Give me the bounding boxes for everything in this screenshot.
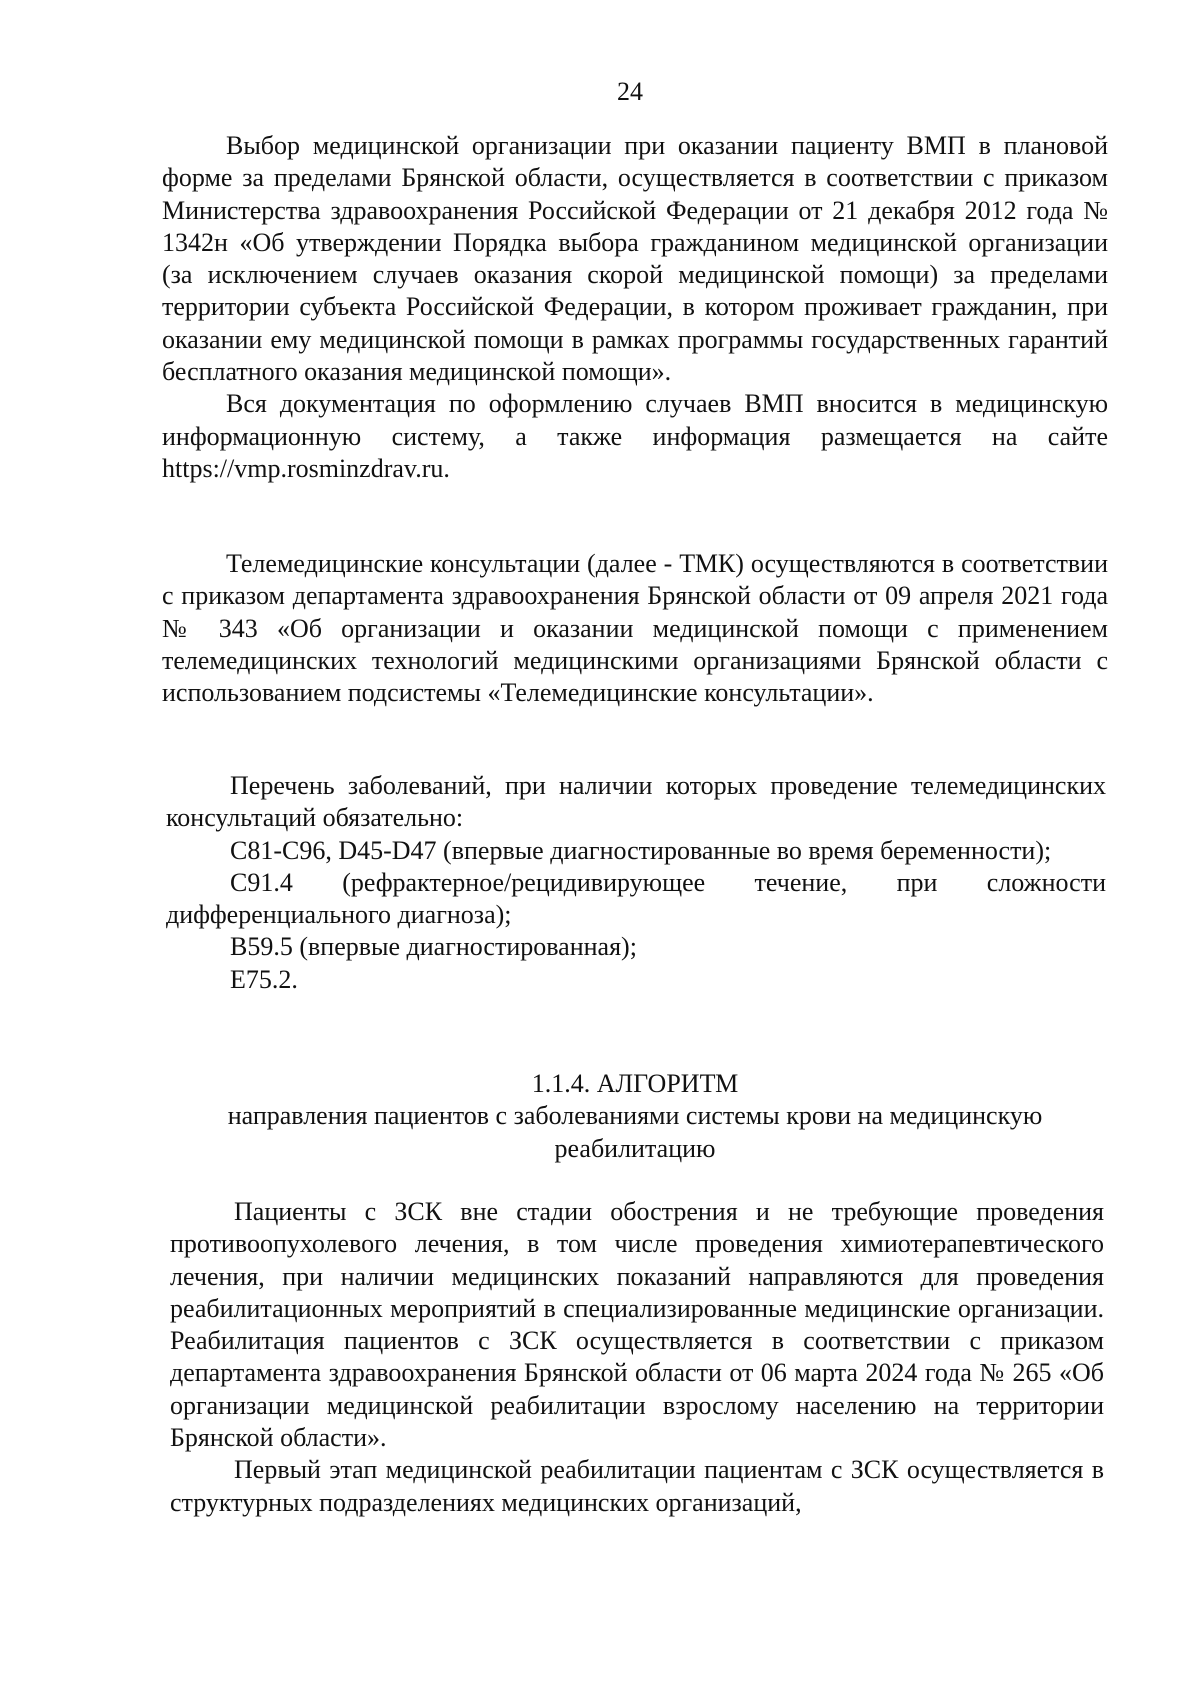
paragraph-vmp-documentation: Вся документация по оформлению случаев ВМП вносится в медицинскую информационную систему, а также информация размещается на сайте https://vmp.rosminzdrav.ru. [162, 389, 1108, 483]
section-vmp [162, 130, 1108, 485]
disease-list-item: C91.4 (рефрактерное/рецидивирующее течение, при сложности дифференциального диагноза); [166, 867, 1106, 930]
paragraph-rehabilitation-first-stage: Первый этап медицинской реабилитации пациентам с ЗСК осуществляется в структурных подразделениях медицинских организаций, [170, 1455, 1104, 1517]
section-rehabilitation [170, 1196, 1104, 1519]
section-tmk [162, 548, 1108, 709]
section-disease-list [166, 770, 1106, 996]
page-number: 24 [617, 77, 643, 106]
heading-subtitle: направления пациентов с заболеваниями системы крови на медицинскую реабилитацию [227, 1101, 1043, 1163]
disease-list-item: E75.2. [230, 964, 298, 994]
disease-list-item: C81-C96, D45-D47 (впервые диагностированные во время беременности); [230, 835, 1052, 865]
paragraph-tmk: Телемедицинские консультации (далее - ТМК) осуществляются в соответствии с приказом департамента здравоохранения Брянской области от 09 апреля 2021 года № 343 «Об организации и оказании медицинской помощи с применением телемедицинских технологий медицинскими организациями Брянской области с использованием подсистемы «Телемедицинские консультации». [162, 549, 1108, 708]
paragraph-vmp-choice: Выбор медицинской организации при оказании пациенту ВМП в плановой форме за пределами Брянской области, осуществляется в соответствии с приказом Министерства здравоохранения Российской Федерации от 21 декабря 2012 года № 1342н «Об утверждении Порядка выбора гражданином медицинской организации (за исключением случаев оказания скорой медицинской помощи) за пределами территории субъекта Российской Федерации, в котором проживает гражданин, при оказании ему медицинской помощи в рамках программы государственных гарантий бесплатного оказания медицинской помощи». [162, 131, 1108, 387]
disease-list-intro: Перечень заболеваний, при наличии которых проведение телемедицинских консультаций обязательно: [166, 771, 1106, 833]
disease-list-item: B59.5 (впервые диагностированная); [230, 932, 637, 962]
section-heading [170, 1068, 1100, 1165]
heading-number: 1.1.4. АЛГОРИТМ [531, 1069, 739, 1098]
paragraph-rehabilitation: Пациенты с ЗСК вне стадии обострения и не требующие проведения противоопухолевого лечения, в том числе проведения химиотерапевтического лечения, при наличии медицинских показаний направляются для проведения реабилитационных мероприятий в специализированные медицинские организации. Реабилитация пациентов с ЗСК осуществляется в соответствии с приказом департамента здравоохранения Брянской области от 06 марта 2024 года № 265 «Об организации медицинской реабилитации взрослому населению на территории Брянской области». [170, 1197, 1104, 1453]
